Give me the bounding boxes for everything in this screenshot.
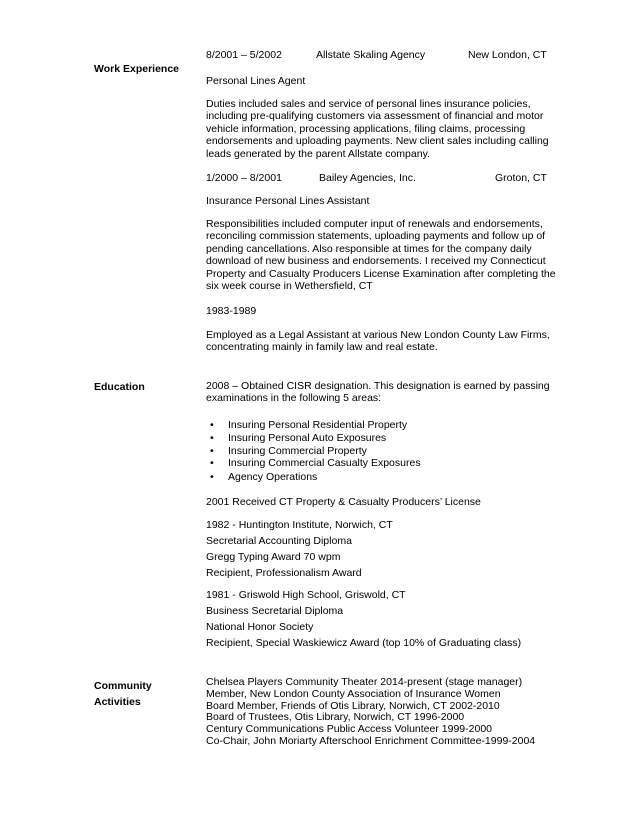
education-heading: Education [94, 381, 145, 393]
bullet-icon: • [210, 445, 214, 457]
job2-dates: 1/2000 – 8/2001 [206, 172, 282, 184]
text-line: examinations in the following 5 areas: [206, 392, 382, 405]
list-item: • Insuring Personal Residential Property [210, 419, 408, 431]
list-item: • Insuring Personal Auto Exposures [210, 432, 387, 444]
community-heading-line1: Community [94, 680, 152, 692]
job2-title: Insurance Personal Lines Assistant [206, 195, 370, 207]
work-experience-heading: Work Experience [94, 63, 180, 75]
job3-dates: 1983-1989 [206, 305, 257, 317]
job2-duties [206, 218, 558, 292]
text-line: Business Secretarial Diploma [206, 605, 344, 617]
text-line: leads generated by the parent Allstate company. [206, 147, 430, 160]
text-line: 1981 - Griswold High School, Griswold, CT [206, 589, 406, 601]
text-line: Recipient, Professionalism Award [206, 567, 362, 579]
text-line: six week course in Wethersfield, CT [206, 280, 373, 293]
list-item: Chelsea Players Community Theater 2014-present (stage manager) [206, 676, 523, 688]
text-line: Recipient, Special Waskiewicz Award (top 10% of Graduating class) [206, 637, 522, 649]
list-item: Century Communications Public Access Volunteer 1999-2000 [206, 723, 492, 736]
job2-location: Groton, CT [495, 172, 547, 184]
text-line: concentrating mainly in family law and real estate. [206, 341, 438, 354]
cisr-text [206, 380, 558, 405]
text-line: 2008 – Obtained CISR designation. This designation is earned by passing [206, 380, 550, 392]
list-item: Board of Trustees, Otis Library, Norwich, CT 1996-2000 [206, 711, 465, 724]
job1-employer: Allstate Skaling Agency [316, 49, 426, 61]
list-item: • Agency Operations [210, 471, 318, 483]
text-line: Duties included sales and service of personal lines insurance policies, [206, 98, 531, 110]
list-item: Member, New London County Association of Insurance Women [206, 687, 501, 700]
list-item: • Insuring Commercial Casualty Exposures [210, 457, 421, 469]
bullet-icon: • [210, 419, 214, 431]
text-line: 1982 - Huntington Institute, Norwich, CT [206, 519, 393, 531]
community-heading-line2: Activities [94, 696, 141, 708]
text-line: download of new business and endorsements. I received my Connecticut [206, 255, 546, 268]
community-heading [94, 678, 152, 710]
list-item: Board Member, Friends of Otis Library, Norwich, CT 2002-2010 [206, 699, 500, 712]
bullet-icon: • [210, 432, 214, 444]
list-item: Co-Chair, John Moriarty Afterschool Enrichment Committee-1999-2004 [206, 734, 536, 747]
license-line: 2001 Received CT Property & Casualty Producers’ License [206, 496, 481, 508]
text-line: Employed as a Legal Assistant at various New London County Law Firms, [206, 329, 550, 341]
community-list [206, 677, 586, 748]
text-line: National Honor Society [206, 621, 314, 633]
text-line: reconciling commission statements, uploading payments and follow up of [206, 230, 546, 243]
job3-duties [206, 329, 558, 354]
text-line: Gregg Typing Award 70 wpm [206, 551, 341, 563]
text-line: pending cancellations. Also responsible at times for the company daily [206, 242, 532, 255]
bullet-icon: • [210, 471, 214, 483]
job1-dates: 8/2001 – 5/2002 [206, 49, 282, 61]
text-line: Secretarial Accounting Diploma [206, 535, 352, 547]
bullet-icon: • [210, 457, 214, 469]
text-line: endorsements and uploading payments. New client sales including calling [206, 135, 549, 148]
text-line: Responsibilities included computer input of renewals and endorsements, [206, 218, 543, 230]
text-line: vehicle information, processing applications, filing claims, processing [206, 122, 526, 135]
job2-employer: Bailey Agencies, Inc. [319, 172, 416, 184]
job1-title: Personal Lines Agent [206, 75, 306, 87]
job1-location: New London, CT [468, 49, 547, 61]
text-line: Property and Casualty Producers License Examination after completing the [206, 267, 556, 280]
text-line: including pre-qualifying customers via assessment of financial and motor [206, 110, 544, 123]
job1-duties [206, 98, 558, 160]
list-item: • Insuring Commercial Property [210, 445, 367, 457]
